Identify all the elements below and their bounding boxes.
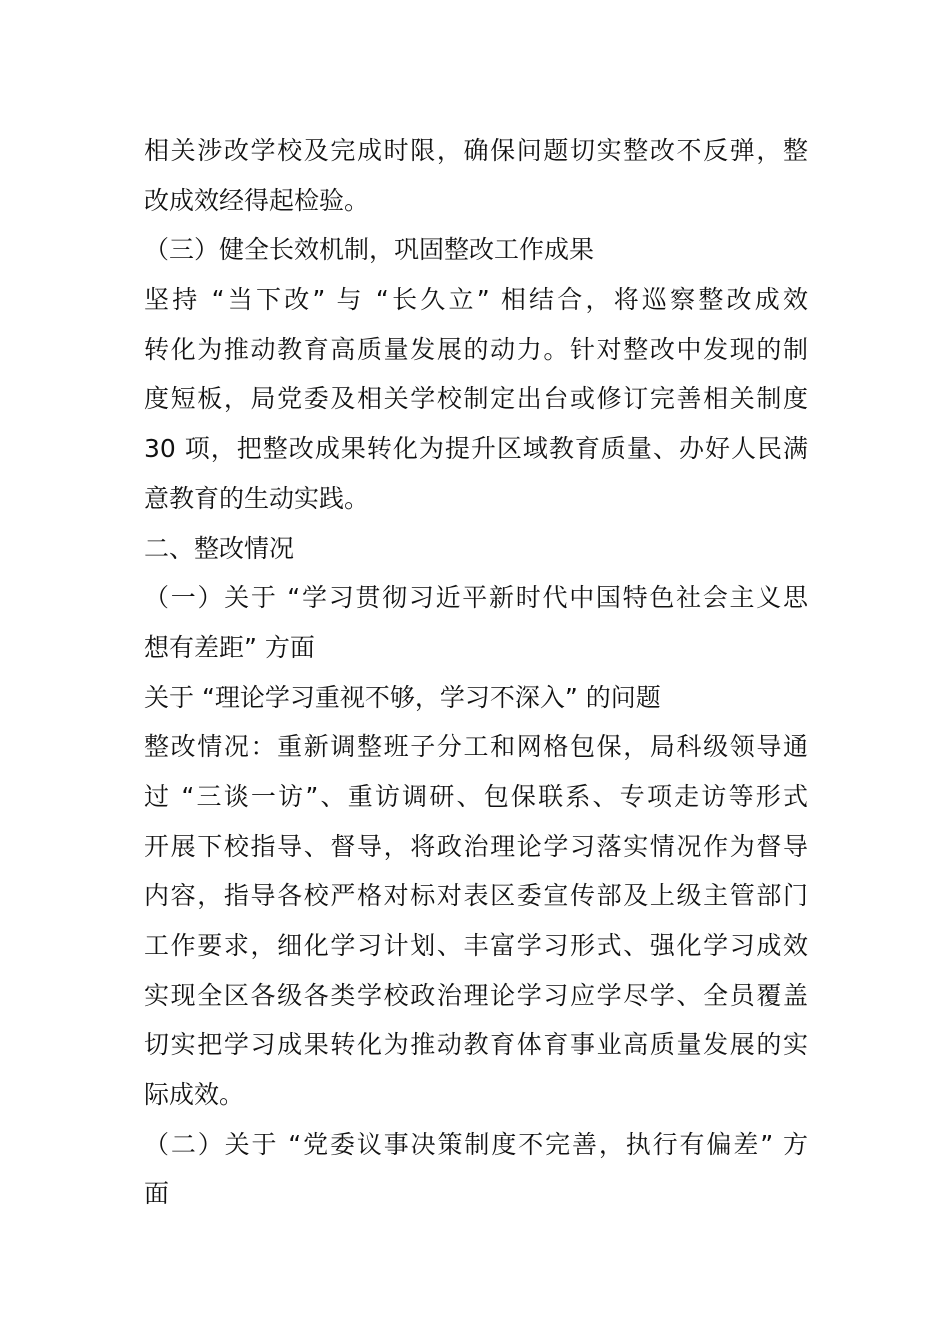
body-text-line: 改成效经得起检验。 [144,185,370,215]
subsection-heading: 想有差距” 方面 [144,632,315,662]
body-text-line: 内容，指导各校严格对标对表区委宣传部及上级主管部门 [144,881,808,911]
body-text-line: 工作要求，细化学习计划、丰富学习形式、强化学习成效 [144,931,808,960]
body-text-line: 度短板，局党委及相关学校制定出台或修订完善相关制度 [144,384,808,414]
body-text-line: 切实把学习成果转化为推动教育体育事业高质量发展的实 [144,1030,808,1060]
section-heading: 二、整改情况 [144,533,295,563]
document-body [144,126,808,1219]
body-text-line: 意教育的生动实践。 [144,483,370,513]
subsection-heading: （一）关于 “学习贯彻习近平新时代中国特色社会主义思 [144,583,808,613]
subsection-heading: 面 [144,1179,170,1209]
body-text-line: 过 “三谈一访”、重访调研、包保联系、专项走访等形式 [144,781,808,811]
body-text-line: 30 项，把整改成果转化为提升区域教育质量、办好人民满 [144,434,808,464]
body-text-line: 转化为推动教育高质量发展的动力。针对整改中发现的制 [144,334,808,364]
body-text-line: 实现全区各级各类学校政治理论学习应学尽学、全员覆盖 [144,980,808,1010]
body-text-line: 开展下校指导、督导，将政治理论学习落实情况作为督导 [144,831,808,861]
body-text-line: 整改情况：重新调整班子分工和网格包保，局科级领导通 [144,732,808,762]
body-text-line: 坚持 “当下改” 与 “长久立” 相结合，将巡察整改成效 [144,285,808,315]
body-text-line: 际成效。 [144,1080,245,1110]
issue-heading: 关于 “理论学习重视不够，学习不深入” 的问题 [144,682,661,712]
subsection-heading: （二）关于 “党委议事决策制度不完善，执行有偏差” 方 [144,1129,808,1159]
body-text-line: 相关涉改学校及完成时限，确保问题切实整改不反弹，整 [144,136,808,165]
section-heading: （三）健全长效机制，巩固整改工作成果 [144,235,595,265]
